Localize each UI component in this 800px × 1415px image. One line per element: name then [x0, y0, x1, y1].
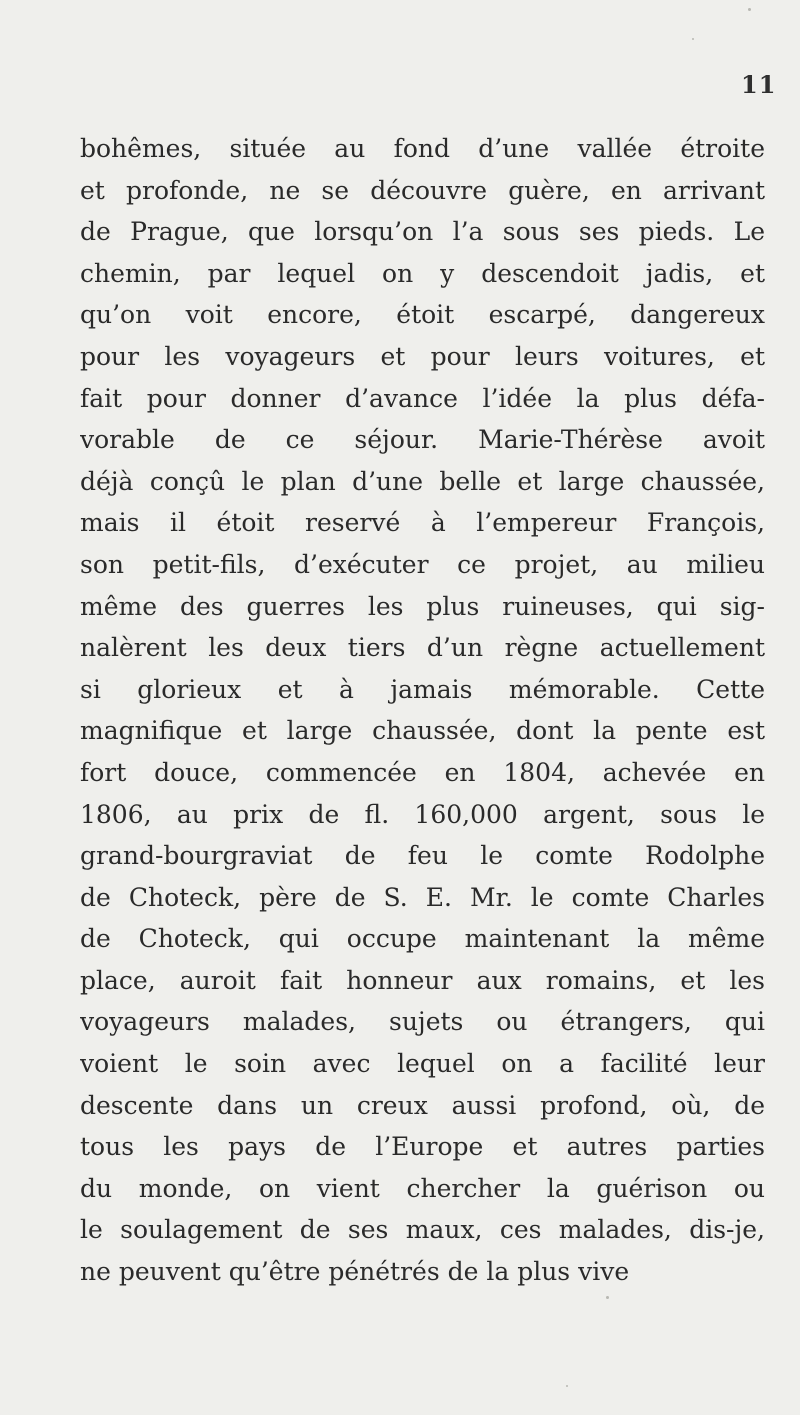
text-line: le soulagement de ses maux, ces malades, dis-je,: [80, 1215, 765, 1245]
text-line: qu’on voit encore, étoit escarpé, dangereux: [80, 300, 765, 330]
text-line: chemin, par lequel on y descendoit jadis, et: [80, 258, 765, 288]
text-line: de Prague, que lorsqu’on l’a sous ses pieds. Le: [80, 217, 765, 247]
text-line: et profonde, ne se découvre guère, en arrivant: [80, 175, 765, 205]
paper-speck: [566, 1385, 568, 1387]
text-line: voient le soin avec lequel on a facilité leur: [80, 1049, 765, 1079]
text-line: si glorieux et à jamais mémorable. Cette: [80, 674, 765, 704]
text-line: nalèrent les deux tiers d’un règne actuellement: [80, 633, 765, 663]
text-line: magnifique et large chaussée, dont la pente est: [80, 716, 765, 746]
text-line: descente dans un creux aussi profond, où, de: [80, 1090, 765, 1120]
paper-speck: [748, 8, 751, 11]
text-line: voyageurs malades, sujets ou étrangers, qui: [80, 1007, 765, 1037]
paper-speck: [606, 1296, 609, 1299]
text-line: pour les voyageurs et pour leurs voitures, et: [80, 341, 765, 371]
text-line: fort douce, commencée en 1804, achevée en: [80, 757, 765, 787]
text-line: vorable de ce séjour. Marie-Thérèse avoit: [80, 425, 765, 455]
text-line: 1806, au prix de fl. 160,000 argent, sous le: [80, 799, 765, 829]
text-line: grand-bourgraviat de feu le comte Rodolphe: [80, 841, 765, 871]
text-line: fait pour donner d’avance l’idée la plus défa-: [80, 383, 765, 413]
body-text: [80, 128, 765, 1293]
text-line: place, auroit fait honneur aux romains, et les: [80, 965, 765, 995]
page-number: 11: [741, 70, 777, 99]
text-line: du monde, on vient chercher la guérison ou: [80, 1173, 765, 1203]
text-line: tous les pays de l’Europe et autres parties: [80, 1132, 765, 1162]
text-line: son petit-fils, d’exécuter ce projet, au milieu: [80, 549, 765, 579]
text-line: de Choteck, qui occupe maintenant la même: [80, 924, 765, 954]
text-line: même des guerres les plus ruineuses, qui sig-: [80, 591, 765, 621]
text-line: déjà conçû le plan d’une belle et large chaussée,: [80, 466, 765, 496]
text-line: ne peuvent qu’être pénétrés de la plus vive: [80, 1257, 630, 1287]
text-line: mais il étoit reservé à l’empereur François,: [80, 508, 765, 538]
paper-speck: [692, 38, 694, 40]
text-line: de Choteck, père de S. E. Mr. le comte Charles: [80, 882, 765, 912]
text-line: bohêmes, située au fond d’une vallée étroite: [80, 134, 765, 163]
